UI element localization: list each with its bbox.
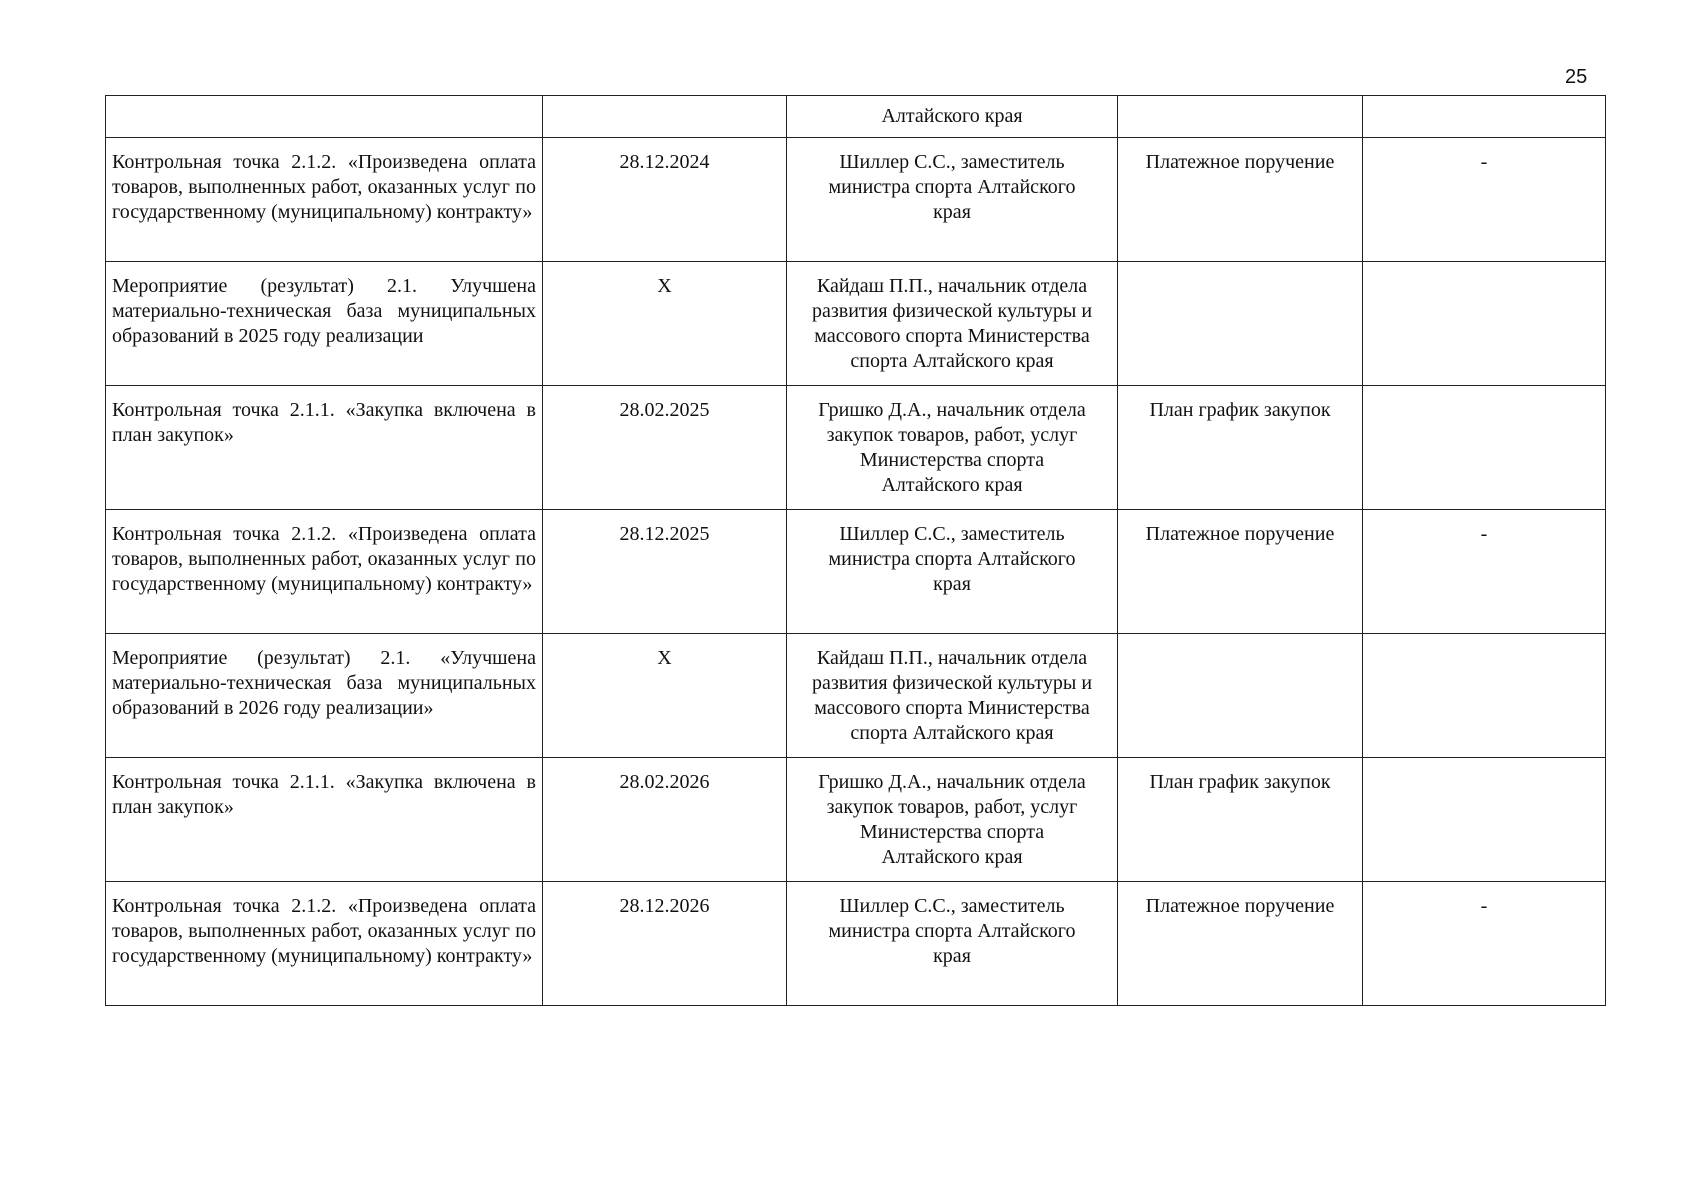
cell-mark (1363, 262, 1606, 386)
cell-responsible (787, 386, 1118, 510)
responsible-line: спорта Алтайского края (850, 722, 1054, 744)
cell-responsible: Алтайского края (787, 96, 1118, 138)
cell-mark (1363, 758, 1606, 882)
cell-mark (1363, 634, 1606, 758)
cell-responsible (787, 634, 1118, 758)
cell-document: План график закупок (1118, 758, 1363, 882)
responsible-line: массового спорта Министерства (814, 697, 1090, 719)
cell-document (1118, 96, 1363, 138)
cell-name: Контрольная точка 2.1.2. «Произведена оплата товаров, выполненных работ, оказанных услуг по государственному (муниципальному) контракту» (106, 510, 543, 634)
responsible-line: министра спорта Алтайского (828, 176, 1076, 198)
cell-responsible (787, 262, 1118, 386)
cell-responsible (787, 138, 1118, 262)
control-points-table (105, 95, 1606, 1006)
cell-document: План график закупок (1118, 386, 1363, 510)
cell-date (543, 96, 787, 138)
cell-date: 28.02.2026 (543, 758, 787, 882)
cell-document (1118, 634, 1363, 758)
table-row-continuation (106, 96, 1606, 138)
cell-date: X (543, 634, 787, 758)
responsible-line: края (933, 945, 971, 967)
cell-date: 28.12.2024 (543, 138, 787, 262)
cell-mark (1363, 386, 1606, 510)
table-row (106, 262, 1606, 386)
cell-name: Мероприятие (результат) 2.1. Улучшена материально-техническая база муниципальных образований в 2025 году реализации (106, 262, 543, 386)
responsible-line: края (933, 201, 971, 223)
cell-document (1118, 262, 1363, 386)
table-row (106, 386, 1606, 510)
cell-document: Платежное поручение (1118, 138, 1363, 262)
responsible-line: Министерства спорта (859, 821, 1045, 843)
responsible-line: развития физической культуры и (811, 672, 1093, 694)
responsible-line: Шиллер С.С., заместитель (839, 151, 1065, 173)
cell-responsible (787, 882, 1118, 1006)
cell-date: 28.12.2025 (543, 510, 787, 634)
responsible-line: Алтайского края (881, 474, 1023, 496)
responsible-line: Гришко Д.А., начальник отдела (818, 399, 1086, 421)
responsible-line: Кайдаш П.П., начальник отдела (816, 275, 1088, 297)
cell-mark: - (1363, 138, 1606, 262)
table-row (106, 634, 1606, 758)
cell-mark: - (1363, 882, 1606, 1006)
table-row (106, 758, 1606, 882)
responsible-line: развития физической культуры и (811, 300, 1093, 322)
responsible-line: Алтайского края (881, 846, 1023, 868)
cell-responsible (787, 510, 1118, 634)
cell-mark (1363, 96, 1606, 138)
cell-document: Платежное поручение (1118, 882, 1363, 1006)
cell-date: 28.02.2025 (543, 386, 787, 510)
responsible-line: закупок товаров, работ, услуг (826, 796, 1078, 818)
responsible-line: Шиллер С.С., заместитель (839, 523, 1065, 545)
cell-name (106, 96, 543, 138)
cell-date: 28.12.2026 (543, 882, 787, 1006)
cell-date: X (543, 262, 787, 386)
responsible-line: спорта Алтайского края (850, 350, 1054, 372)
cell-document: Платежное поручение (1118, 510, 1363, 634)
responsible-line: Министерства спорта (859, 449, 1045, 471)
responsible-line: министра спорта Алтайского (828, 548, 1076, 570)
cell-name: Мероприятие (результат) 2.1. «Улучшена материально-техническая база муниципальных образований в 2026 году реализации» (106, 634, 543, 758)
responsible-line: массового спорта Министерства (814, 325, 1090, 347)
table-row (106, 882, 1606, 1006)
page-number: 25 (1565, 66, 1588, 88)
table-row (106, 138, 1606, 262)
cell-mark: - (1363, 510, 1606, 634)
responsible-line: Гришко Д.А., начальник отдела (818, 771, 1086, 793)
responsible-line: Шиллер С.С., заместитель (839, 895, 1065, 917)
cell-name: Контрольная точка 2.1.1. «Закупка включена в план закупок» (106, 758, 543, 882)
cell-name: Контрольная точка 2.1.1. «Закупка включена в план закупок» (106, 386, 543, 510)
responsible-line: Кайдаш П.П., начальник отдела (816, 647, 1088, 669)
responsible-line: министра спорта Алтайского (828, 920, 1076, 942)
responsible-line: закупок товаров, работ, услуг (826, 424, 1078, 446)
cell-name: Контрольная точка 2.1.2. «Произведена оплата товаров, выполненных работ, оказанных услуг по государственному (муниципальному) контракту» (106, 138, 543, 262)
cell-name: Контрольная точка 2.1.2. «Произведена оплата товаров, выполненных работ, оказанных услуг по государственному (муниципальному) контракту» (106, 882, 543, 1006)
table-row (106, 510, 1606, 634)
responsible-line: края (933, 573, 971, 595)
cell-responsible (787, 758, 1118, 882)
